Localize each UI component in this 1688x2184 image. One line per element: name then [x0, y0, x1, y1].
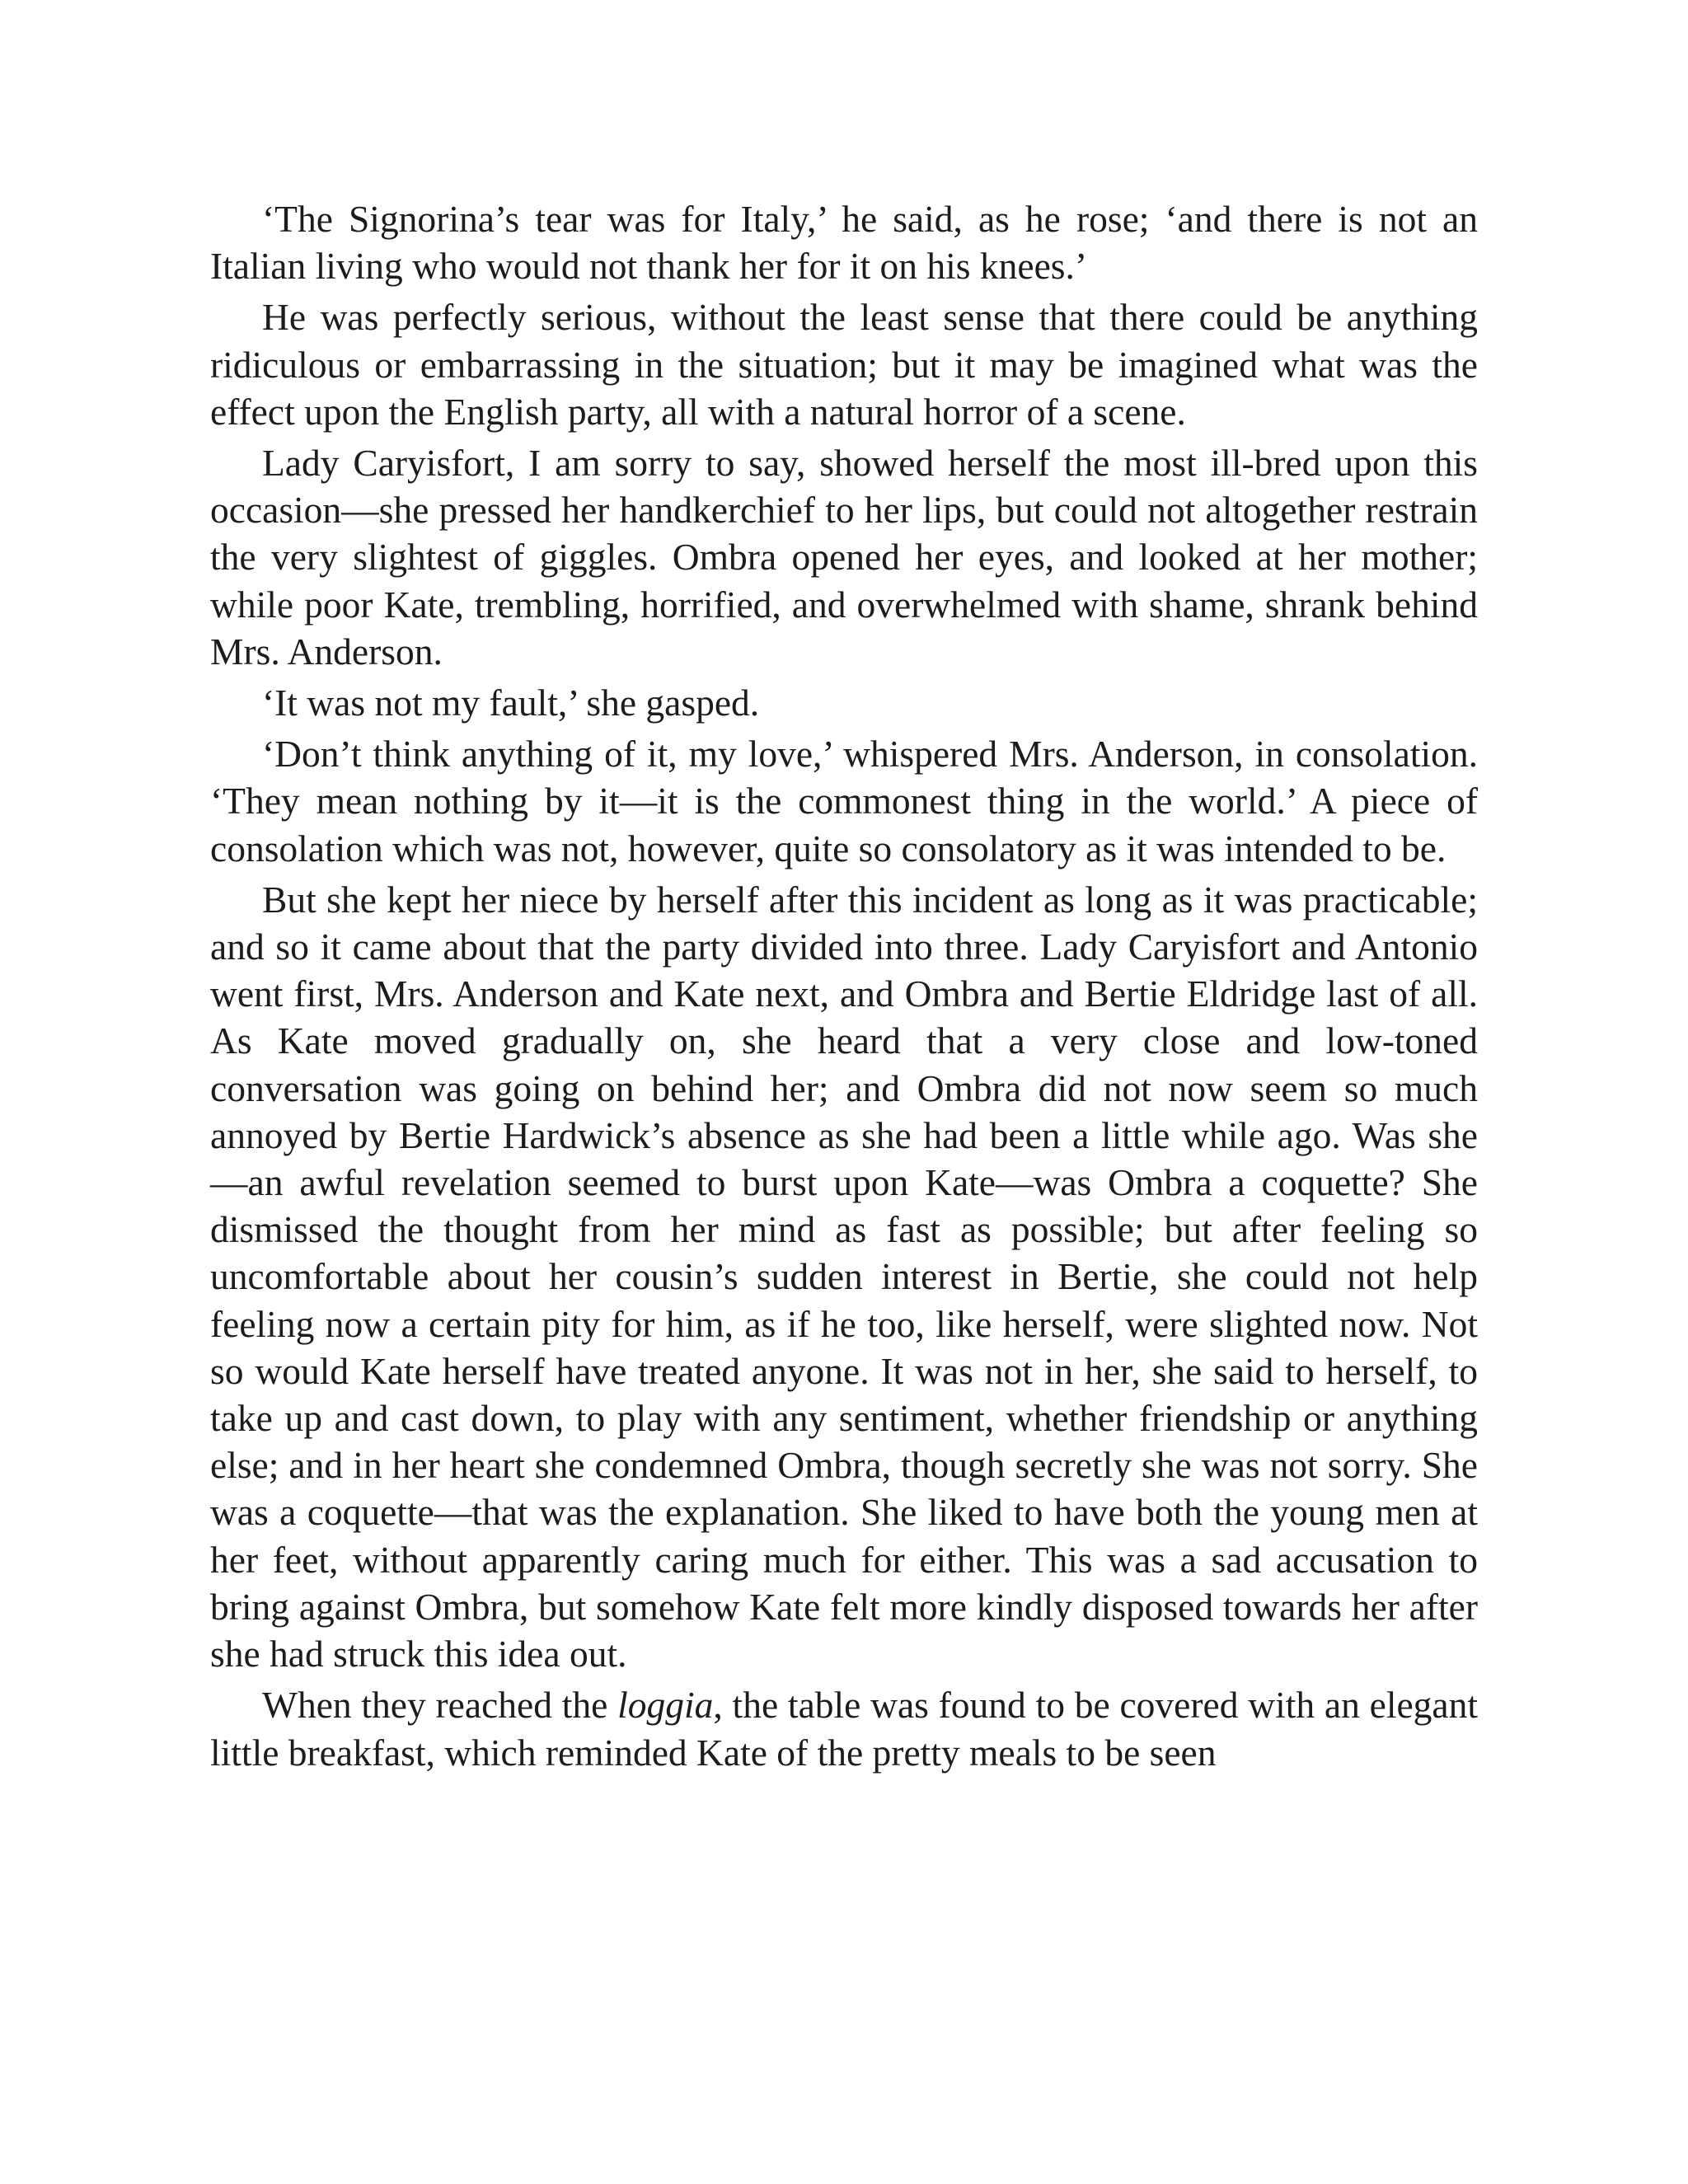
paragraph: ‘The Signorina’s tear was for Italy,’ he said, as he rose; ‘and there is not an Italian living who would not thank her for it on his knees.’ — [210, 198, 1478, 288]
paragraph: ‘Don’t think anything of it, my love,’ whispered Mrs. Anderson, in consolation. ‘They mean nothing by it—it is the commonest thing in the world.’ A piece of consolation which was not, however, quite so consolatory as it was intended to be. — [210, 733, 1478, 869]
paragraph — [210, 1681, 1478, 1775]
paragraph: He was perfectly serious, without the least sense that there could be anything ridiculous or embarrassing in the situation; but it may be imagined what was the effect upon the English party, all with a natural horror of a scene. — [210, 296, 1478, 433]
italic-word: loggia — [617, 1684, 714, 1727]
paragraph-text: , the table was found to be covered with an elegant little breakfast, which reminded Kate of the pretty meals to be seen — [210, 1684, 1478, 1774]
paragraph-text: When they reached the — [262, 1684, 618, 1727]
paragraph: But she kept her niece by herself after this incident as long as it was practicable; and so it came about that the party divided into three. Lady Caryisfort and Antonio went first, Mrs. Anderson and Kate next, and Ombra and Bertie Eldridge last of all. As Kate moved gradually on, she heard that a very close and low-toned conversation was going on behind her; and Ombra did not now seem so much annoyed by Bertie Hardwick’s absence as she had been a little while ago. Was she—an awful revelation seemed to burst upon Kate—was Ombra a coquette? She dismissed the thought from her mind as fast as possible; but after feeling so uncomfortable about her cousin’s sudden interest in Bertie, she could not help feeling now a certain pity for him, as if he too, like herself, were slighted now. Not so would Kate herself have treated anyone. It was not in her, she said to herself, to take up and cast down, to play with any sentiment, whether friendship or anything else; and in her heart she condemned Ombra, though secretly she was not sorry. She was a coquette—that was the explanation. She liked to have both the young men at her feet, without apparently caring much for either. This was a sad accusation to bring against Ombra, but somehow Kate felt more kindly disposed towards her after she had struck this idea out. — [210, 878, 1478, 1675]
paragraph: ‘It was not my fault,’ she gasped. — [262, 682, 760, 724]
paragraph: Lady Caryisfort, I am sorry to say, showed herself the most ill-bred upon this occasion—she pressed her handkerchief to her lips, but could not altogether restrain the very slightest of giggles. Ombra opened her eyes, and looked at her mother; while poor Kate, trembling, horrified, and overwhelmed with shame, shrank behind Mrs. Anderson. — [210, 442, 1478, 673]
body-text — [210, 195, 1478, 1776]
